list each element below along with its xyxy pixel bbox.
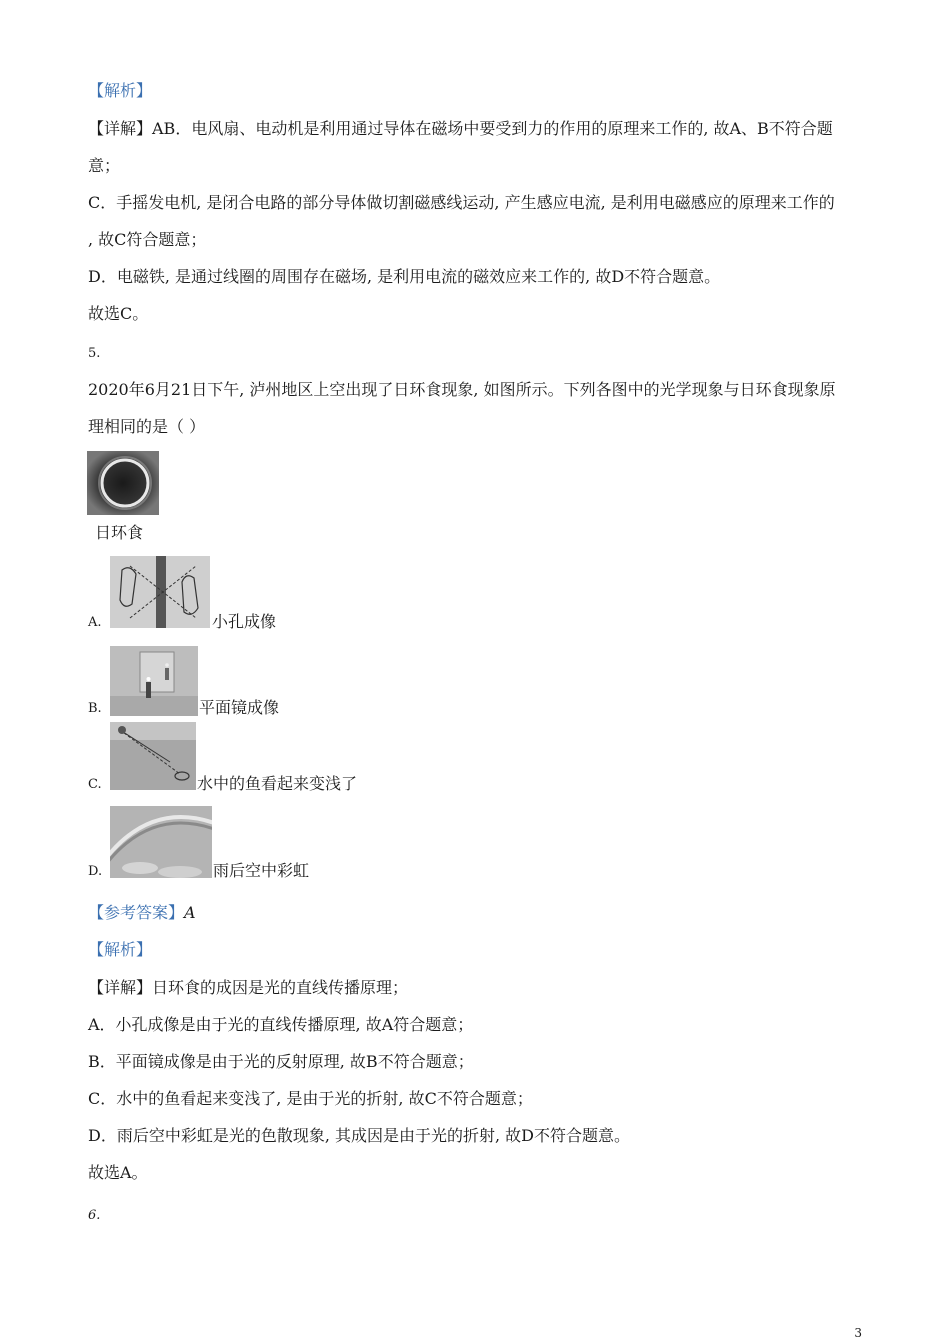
answer-d-line: D．雨后空中彩虹是光的色散现象, 其成因是由于光的折射, 故D不符合题意。 bbox=[88, 1126, 631, 1145]
detail-line-1: 【详解】AB．电风扇、电动机是利用通过导体在磁场中要受到力的作用的原理来工作的, 故A、B不符合题 bbox=[88, 119, 833, 138]
analysis-header-2: 【解析】 bbox=[88, 940, 153, 959]
reference-answer-label: 【参考答案】 bbox=[88, 903, 185, 922]
annular-eclipse-image bbox=[87, 451, 159, 515]
answer-choose: 故选A。 bbox=[88, 1163, 148, 1182]
option-b-label: B. bbox=[88, 701, 102, 716]
option-c-explanation-1: C．手摇发电机, 是闭合电路的部分导体做切割磁感线运动, 产生感应电流, 是利用电磁感应的原理来工作的 bbox=[88, 193, 835, 212]
option-d-label: D. bbox=[88, 864, 103, 879]
pinhole-image bbox=[110, 556, 210, 628]
option-c-explanation-2: , 故C符合题意； bbox=[88, 230, 207, 249]
reference-answer bbox=[88, 902, 196, 924]
option-a-label: A. bbox=[88, 615, 102, 630]
question-stem-1: 2020年6月21日下午, 泸州地区上空出现了日环食现象, 如图所示。下列各图中的光学现象与日环食现象原 bbox=[88, 380, 836, 399]
reference-answer-value: A bbox=[184, 903, 196, 922]
eclipse-caption: 日环食 bbox=[95, 523, 144, 542]
analysis-header: 【解析】 bbox=[88, 81, 153, 100]
option-c-text: 水中的鱼看起来变浅了 bbox=[197, 774, 358, 793]
answer-a-line: A．小孔成像是由于光的直线传播原理, 故A符合题意； bbox=[88, 1015, 474, 1034]
fish-refraction-image bbox=[110, 722, 196, 790]
detail-line-2: 意； bbox=[88, 156, 121, 175]
rainbow-image bbox=[110, 806, 212, 878]
answer-detail: 【详解】日环食的成因是光的直线传播原理； bbox=[88, 978, 409, 997]
next-question-number: 6. bbox=[88, 1208, 101, 1223]
option-d-explanation: D．电磁铁, 是通过线圈的周围存在磁场, 是利用电流的磁效应来工作的, 故D不符合题意。 bbox=[88, 267, 721, 286]
option-c-label: C. bbox=[88, 777, 102, 792]
answer-c-line: C．水中的鱼看起来变浅了, 是由于光的折射, 故C不符合题意； bbox=[88, 1089, 533, 1108]
option-d-text: 雨后空中彩虹 bbox=[213, 861, 310, 880]
page-number: 3 bbox=[854, 1326, 862, 1340]
option-a-text: 小孔成像 bbox=[212, 612, 277, 631]
answer-b-line: B．平面镜成像是由于光的反射原理, 故B不符合题意； bbox=[88, 1052, 474, 1071]
option-b-text: 平面镜成像 bbox=[199, 698, 280, 717]
plane-mirror-image bbox=[110, 646, 198, 716]
question-stem-2: 理相同的是（ ） bbox=[88, 417, 206, 436]
question-number: 5. bbox=[88, 346, 101, 361]
choose-answer: 故选C。 bbox=[88, 304, 149, 323]
